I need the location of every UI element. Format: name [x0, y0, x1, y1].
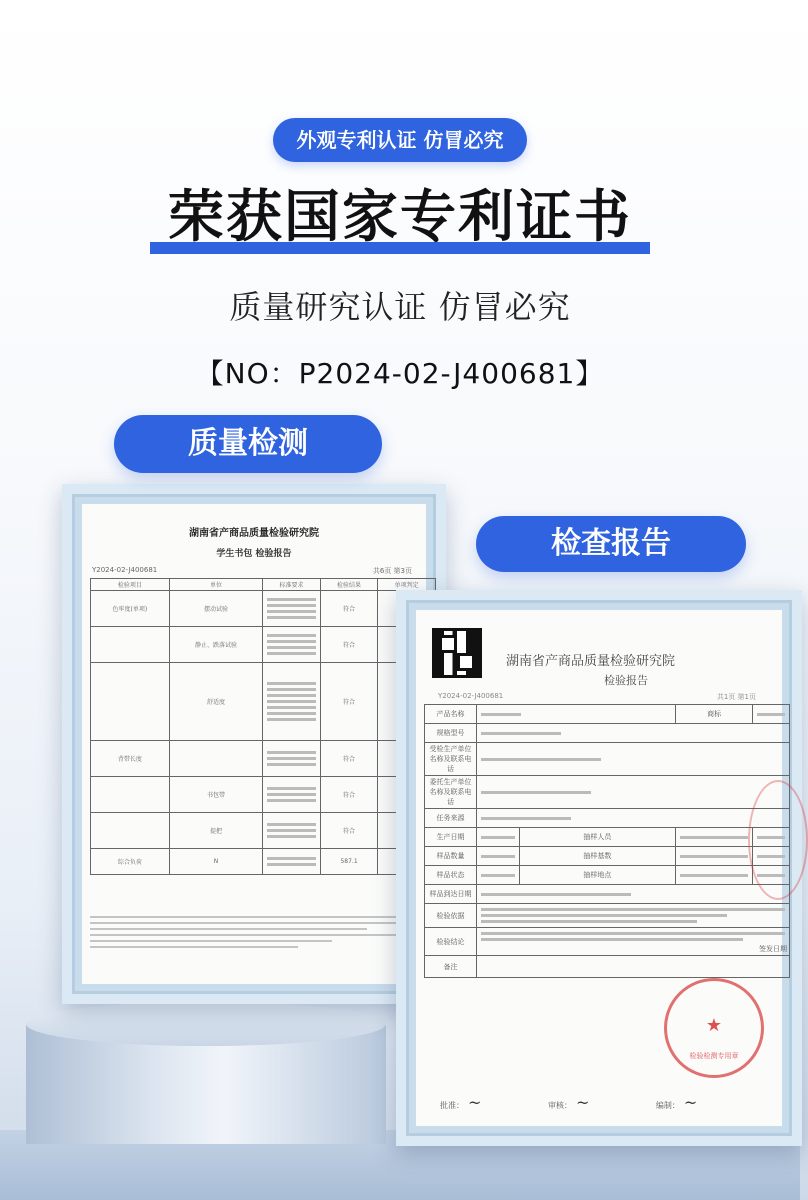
table-row [425, 743, 790, 776]
institute-name: 湖南省产商品质量检验研究院 [189, 528, 319, 539]
value-cell [753, 705, 790, 724]
label-cell: 样品状态 [425, 866, 477, 885]
label-cell: 生产日期 [425, 828, 477, 847]
cell: 色牢度(单项) [91, 591, 170, 627]
header-cell: 单位 [169, 579, 262, 591]
header-cell: 检验结果 [320, 579, 378, 591]
value-cell [477, 705, 676, 724]
cell [91, 777, 170, 813]
table-row [425, 885, 790, 904]
header-cell: 单项判定 [378, 579, 436, 591]
quality-test-badge: 质量检测 [114, 415, 382, 473]
subtitle: 质量研究认证 仿冒必究 [229, 288, 571, 326]
cell-scribble [263, 741, 321, 777]
cell: 符合 [320, 741, 378, 777]
patent-tag: 外观专利认证 仿冒必究 [273, 118, 527, 162]
cell [91, 813, 170, 849]
reviewer-label: 审核： ~ [547, 1093, 590, 1112]
cell: 摆动试验 [169, 591, 262, 627]
value-cell [477, 956, 790, 978]
inspection-report-paper [416, 610, 787, 1126]
official-seal-icon [664, 978, 764, 1078]
table-row [425, 956, 790, 978]
value-cell [477, 866, 520, 885]
table-row [91, 663, 436, 741]
cell: 587.1 [320, 849, 378, 875]
certificate-number: 【NO：P2024-02-J400681】 [195, 357, 605, 390]
quality-test-paper [82, 504, 426, 984]
cell [91, 663, 170, 741]
table-row [91, 627, 436, 663]
report-number: Y2024-02-J400681 [438, 692, 504, 700]
label-cell: 商标 [676, 705, 753, 724]
value-cell [477, 904, 790, 928]
report-info-table [424, 704, 790, 978]
value-cell [477, 743, 790, 776]
value-cell [477, 885, 790, 904]
table-row [425, 847, 790, 866]
cell: 舒适度 [169, 663, 262, 741]
cell: 符合 [320, 813, 378, 849]
table-row [91, 813, 436, 849]
value-cell [676, 866, 753, 885]
table-header [91, 579, 436, 591]
report-title: 学生书包 检验报告 [216, 549, 292, 559]
table-row [425, 776, 790, 809]
editor-label: 编制： ~ [655, 1093, 698, 1112]
institute-name: 湖南省产商品质量检验研究院 [506, 654, 676, 669]
cell: 符合 [320, 663, 378, 741]
value-cell [477, 776, 790, 809]
cell-scribble [263, 627, 321, 663]
report-number: Y2024-02-J400681 [92, 566, 158, 574]
label-cell: 抽样基数 [519, 847, 676, 866]
cell: 符合 [320, 627, 378, 663]
table-row [425, 904, 790, 928]
table-row [91, 849, 436, 875]
label-cell: 检验结论 [425, 928, 477, 956]
cell: 综合负荷 [91, 849, 170, 875]
inspection-report-frame [396, 590, 802, 1146]
table-row [425, 809, 790, 828]
podium-top [26, 1002, 386, 1046]
cell-scribble [263, 813, 321, 849]
inspection-report-badge: 检查报告 [476, 516, 746, 572]
table-row [425, 866, 790, 885]
cell: 符合 [320, 777, 378, 813]
signature-row [440, 1093, 762, 1112]
table-row [91, 777, 436, 813]
value-cell [477, 928, 790, 956]
cell [91, 627, 170, 663]
value-cell [676, 828, 753, 847]
value-cell [477, 724, 790, 743]
star-icon: ★ [705, 1015, 723, 1036]
label-cell: 委托生产单位名称及联系电话 [425, 776, 477, 809]
side-seal-icon [748, 780, 808, 900]
cell: 书包带 [169, 777, 262, 813]
signed-date-label: 签发日期 [759, 945, 787, 953]
cell [169, 741, 262, 777]
label-cell: 产品名称 [425, 705, 477, 724]
qr-code-icon [432, 628, 482, 678]
cell: 背带长度 [91, 741, 170, 777]
page-info: 共6页 第3页 [372, 567, 412, 575]
cell-scribble [263, 663, 321, 741]
header-cell: 检验项目 [91, 579, 170, 591]
value-cell [676, 847, 753, 866]
page-info: 共1页 第1页 [716, 693, 756, 701]
table-row [425, 724, 790, 743]
label-cell: 规格型号 [425, 724, 477, 743]
cell: 符合 [320, 591, 378, 627]
label-cell: 受检生产单位名称及联系电话 [425, 743, 477, 776]
cell: 提把 [169, 813, 262, 849]
table-row [425, 928, 790, 956]
cell-scribble [263, 849, 321, 875]
header-cell: 标准要求 [263, 579, 321, 591]
main-title-block [150, 182, 650, 262]
cell-scribble [263, 777, 321, 813]
test-results-table [90, 578, 436, 875]
cell: N [169, 849, 262, 875]
label-cell: 样品数量 [425, 847, 477, 866]
table-row [91, 741, 436, 777]
table-row [425, 705, 790, 724]
seal-text: 检验检测专用章 [689, 1052, 739, 1060]
report-title: 检验报告 [604, 674, 648, 687]
label-cell: 样品到达日期 [425, 885, 477, 904]
cell: 静止、跌落试验 [169, 627, 262, 663]
table-row [425, 828, 790, 847]
cell-scribble [263, 591, 321, 627]
label-cell: 抽样地点 [519, 866, 676, 885]
quality-test-certificate-frame [62, 484, 446, 1004]
label-cell: 任务来源 [425, 809, 477, 828]
value-cell [477, 847, 520, 866]
label-cell: 检验依据 [425, 904, 477, 928]
approver-label: 批准： ~ [440, 1093, 482, 1112]
value-cell [477, 828, 520, 847]
main-title: 荣获国家专利证书 [168, 185, 632, 250]
label-cell: 抽样人员 [519, 828, 676, 847]
value-cell [477, 809, 790, 828]
label-cell: 备注 [425, 956, 477, 978]
notes-block [90, 912, 436, 952]
table-row [91, 591, 436, 627]
